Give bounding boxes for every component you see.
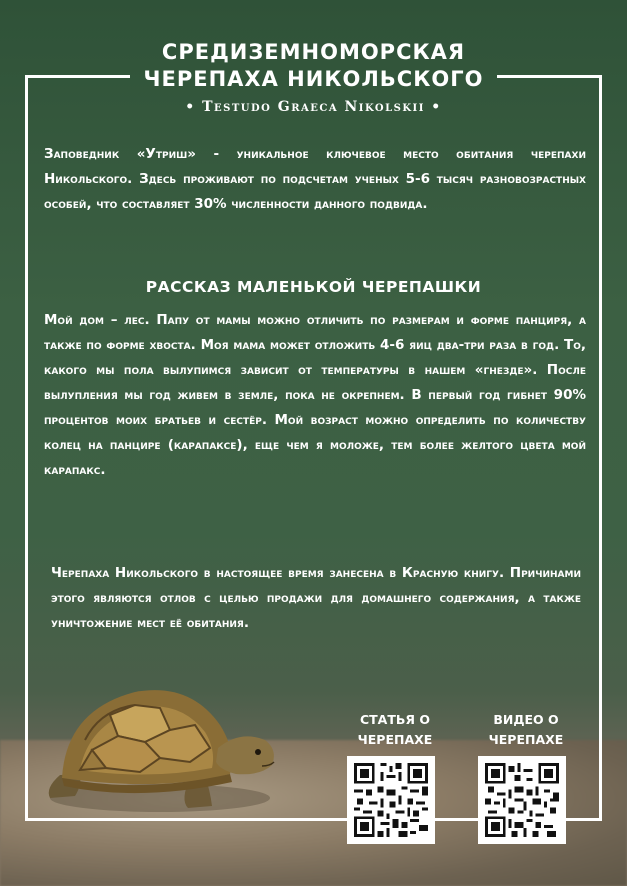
frame-left	[25, 75, 28, 820]
video-label-line-2: ЧЕРЕПАХЕ	[488, 732, 564, 747]
article-qr-code[interactable]	[347, 756, 435, 844]
story-heading: РАССКАЗ МАЛЕНЬКОЙ ЧЕРЕПАШКИ	[145, 278, 482, 296]
closing-paragraph: Черепаха Никольского в настоящее время занесена в Красную книгу. Причинами этого являются отлов с целью продажи для домашнего содержания, а также уничтожение мест её обитания.	[51, 565, 581, 631]
article-label-line-2: ЧЕРЕПАХЕ	[357, 732, 433, 747]
latin-name: • Testudo Graeca Nikolskii •	[185, 99, 442, 115]
turtle-image	[40, 670, 300, 830]
qr-code-icon	[354, 763, 428, 837]
video-label-line-1: ВИДЕО О	[493, 712, 559, 727]
article-label-line-1: СТАТЬЯ О	[359, 712, 431, 727]
title-line-1: СРЕДИЗЕМНОМОРСКАЯ	[161, 40, 466, 64]
qr-code-icon	[485, 763, 559, 837]
intro-paragraph: Заповедник «Утриш» - уникальное ключевое место обитания черепахи Никольского. Здесь проживают по подсчетам ученых 5-6 тысяч разновозрастных особей, что составляет 30% численности данного подвида.	[44, 146, 586, 212]
frame-right	[599, 75, 602, 820]
article-qr-label	[340, 710, 450, 750]
title-line-2: ЧЕРЕПАХА НИКОЛЬСКОГО	[143, 67, 484, 91]
video-qr-label	[471, 710, 581, 750]
story-paragraph: Мой дом – лес. Папу от мамы можно отличить по размерам и форме панциря, а также по форме хвоста. Моя мама может отложить 4-6 яиц два-три раза в год. То, какого мы пола вылупимся зависит от температуры в нашем «гнезде». После вылупления мы год живем в земле, пока не окрепнем. В первый год гибнет 90% процентов моих братьев и сестёр. Мой возраст можно определить по количеству колец на панцире (карапаксе), еще чем я моложе, тем более желтого цвета мой карапакс.	[44, 312, 586, 478]
video-qr-code[interactable]	[478, 756, 566, 844]
